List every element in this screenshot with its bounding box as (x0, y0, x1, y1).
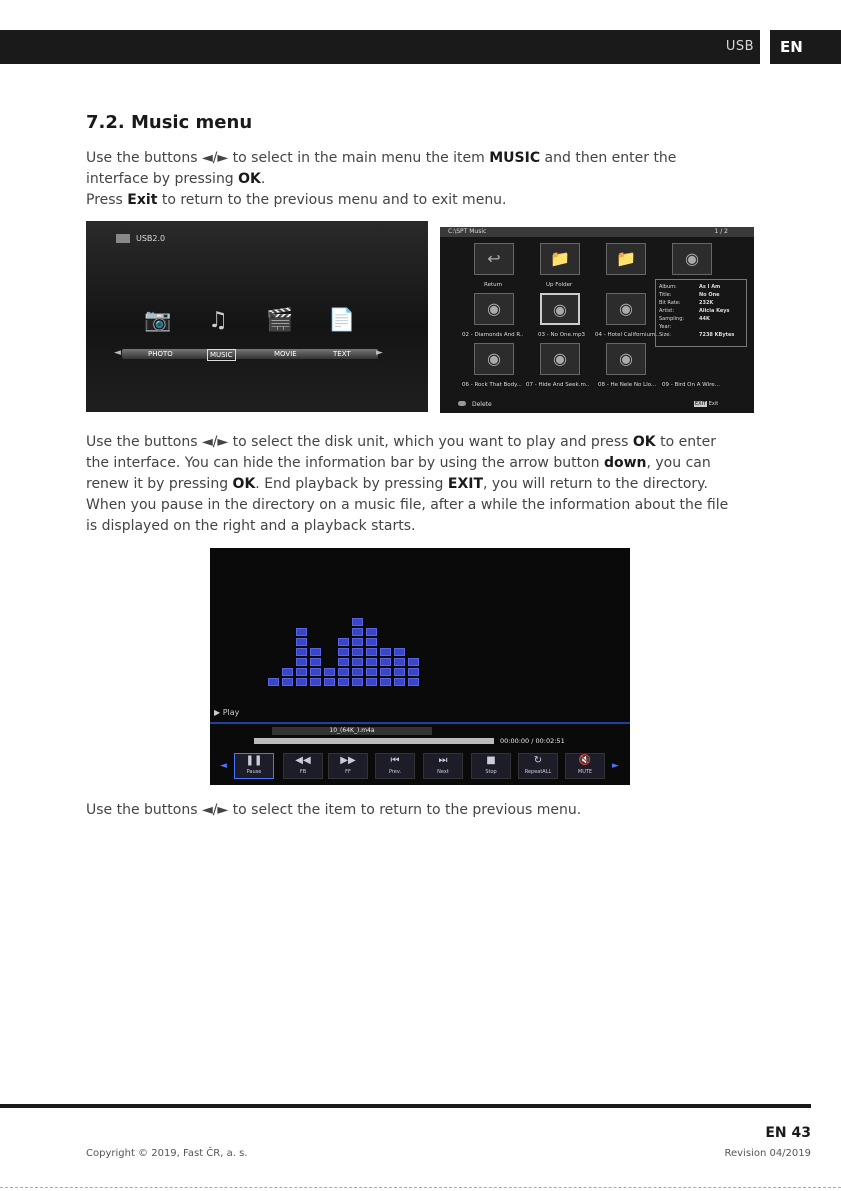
equalizer-bar (296, 628, 307, 636)
cut-line (0, 1187, 841, 1188)
info-row (659, 315, 743, 323)
info-value: 44K (699, 316, 710, 322)
bold-text: down (603, 455, 647, 471)
info-row (659, 331, 743, 339)
exit-label: Exit (708, 401, 719, 407)
equalizer-bar (324, 668, 335, 676)
equalizer-bar (338, 678, 349, 686)
music-file-tile: ◉ (672, 243, 712, 275)
tile-caption: 06 - Rock That Body... (462, 382, 522, 388)
equalizer-bar (310, 658, 321, 666)
equalizer-bar (380, 678, 391, 686)
music-file-tile: ◉ (606, 343, 646, 375)
tile-caption: 02 - Diamonds And R.. (462, 332, 524, 338)
tile-caption: 08 - He Nele No Llo... (598, 382, 657, 388)
next-icon: ⏭ (438, 755, 448, 766)
up-folder-tile: 📁 (540, 243, 580, 275)
stop-button (471, 753, 511, 779)
body-paragraph (86, 432, 738, 537)
header-bar (0, 30, 760, 64)
equalizer-bar (366, 678, 377, 686)
text: , you can renew it by pressing (86, 455, 711, 492)
equalizer-bar (380, 668, 391, 676)
music-icon: ♫ (208, 308, 228, 333)
main-menu-screenshot (86, 221, 428, 412)
music-player-screenshot (210, 548, 630, 785)
equalizer-bar (366, 628, 377, 636)
control-label: Pause (246, 769, 262, 775)
pause-button (234, 753, 274, 779)
info-value: As I Am (699, 284, 721, 290)
mute-button (565, 753, 605, 779)
arrow-left-icon: ◄ (114, 348, 121, 358)
equalizer-bar (380, 658, 391, 666)
next-button (423, 753, 463, 779)
equalizer-bar (352, 668, 363, 676)
page-number: EN 43 (765, 1125, 811, 1141)
delete-hint (458, 401, 492, 408)
file-info-panel (655, 279, 747, 347)
music-file-tile: ◉ (540, 343, 580, 375)
bold-text: OK (232, 476, 256, 492)
divider (210, 722, 630, 724)
equalizer-bar (394, 658, 405, 666)
control-label: FF (345, 769, 351, 775)
text: Press (86, 192, 128, 208)
equalizer-bar (366, 658, 377, 666)
mute-icon: 🔇 (578, 755, 592, 766)
bold-text: OK (238, 171, 261, 187)
music-file-tile: ◉ (606, 293, 646, 325)
browser-header (440, 227, 754, 237)
equalizer-bar (394, 648, 405, 656)
pause-icon: ❚❚ (245, 755, 263, 766)
equalizer-bar (268, 678, 279, 686)
info-value: No One (699, 292, 720, 298)
equalizer-bar (296, 658, 307, 666)
control-label: Prev. (388, 769, 402, 775)
folder-tile: 📁 (606, 243, 646, 275)
section-label: USB (725, 39, 754, 54)
info-key: Album: (659, 284, 677, 290)
menu-item-music: MUSIC (207, 349, 236, 361)
equalizer-bar (282, 678, 293, 686)
file-name: 10_(64K_).m4a (272, 727, 432, 735)
language-tab: EN (770, 30, 841, 64)
equalizer-bar (408, 678, 419, 686)
usb-source (116, 234, 165, 243)
equalizer-bar (352, 678, 363, 686)
info-key: Title: (659, 292, 672, 298)
bold-text: EXIT (447, 476, 483, 492)
info-value: 7238 KBytes (699, 332, 735, 338)
info-row (659, 323, 743, 331)
control-label: Next (437, 769, 449, 775)
menu-item-text: TEXT (333, 350, 351, 358)
menu-item-photo: PHOTO (148, 350, 173, 358)
text: . End playback by pressing (255, 476, 448, 492)
bold-text: OK (632, 434, 656, 450)
stop-icon: ■ (486, 755, 496, 766)
text: , you will return to the directory. When you pause in the directory on a music file, after a while the information about the file is displayed on the right and a playback starts. (86, 476, 729, 534)
control-label: MUTE (577, 769, 593, 775)
usb-icon (116, 234, 130, 243)
equalizer-bar (352, 658, 363, 666)
info-value: 232K (699, 300, 714, 306)
bold-text: Exit (127, 192, 158, 208)
return-tile: ↩ (474, 243, 514, 275)
text: Use the buttons ◄/► to select the disk unit, which you want to play and press (86, 434, 633, 450)
arrow-right-icon: ► (612, 761, 619, 771)
info-row (659, 283, 743, 291)
equalizer-bar (352, 628, 363, 636)
repeat-button (518, 753, 558, 779)
usb-source-label: USB2.0 (136, 234, 166, 243)
tile-caption: Return (484, 282, 503, 288)
text: to enter the interface. You can hide the information bar by using the arrow button (86, 434, 716, 471)
info-row (659, 291, 743, 299)
tile-caption: 07 - Hide And Seek.m.. (526, 382, 590, 388)
revision: Revision 04/2019 (724, 1148, 811, 1159)
info-key: Artist: (659, 308, 675, 314)
info-value: Alicia Keys (699, 308, 730, 314)
arrow-left-icon: ◄ (220, 761, 227, 771)
equalizer-bar (352, 648, 363, 656)
ff-button (328, 753, 368, 779)
equalizer-bar (296, 678, 307, 686)
button-icon (458, 401, 466, 406)
music-file-tile: ◉ (474, 293, 514, 325)
exit-hint (694, 401, 718, 407)
progress-bar (254, 738, 494, 744)
equalizer-bar (310, 648, 321, 656)
equalizer-bar (338, 658, 349, 666)
menu-item-movie: MOVIE (274, 350, 297, 358)
equalizer-bar (296, 648, 307, 656)
arrow-right-icon: ► (376, 348, 383, 358)
bold-text: MUSIC (489, 150, 541, 166)
camera-icon: 📷 (144, 308, 172, 333)
fb-button (283, 753, 323, 779)
equalizer-bar (310, 678, 321, 686)
section-heading: 7.2. Music menu (86, 112, 253, 133)
info-key: Year: (659, 324, 672, 330)
fast-forward-icon: ▶▶ (340, 755, 356, 766)
exit-key-icon: EXIT (695, 401, 707, 407)
equalizer-bar (338, 668, 349, 676)
equalizer-bar (366, 648, 377, 656)
play-status: ▶ Play (214, 708, 240, 717)
equalizer-bar (366, 638, 377, 646)
music-file-tile-selected: ◉ (540, 293, 580, 325)
film-icon: 🎬 (266, 308, 294, 333)
equalizer-bar (338, 638, 349, 646)
equalizer-bar (394, 668, 405, 676)
document-icon: 📄 (328, 308, 356, 333)
info-key: Bit Rate: (659, 300, 681, 306)
control-label: Stop (485, 769, 497, 775)
equalizer-bar (352, 618, 363, 626)
page-counter: 1 / 2 (714, 228, 728, 235)
folder-path: C:\SPT Music (448, 228, 487, 235)
equalizer-bar (324, 678, 335, 686)
equalizer-bar (408, 668, 419, 676)
equalizer-bar (366, 668, 377, 676)
tile-caption: 03 - No One.mp3 (538, 332, 586, 338)
equalizer-bar (310, 668, 321, 676)
equalizer-bar (394, 678, 405, 686)
info-key: Size: (659, 332, 671, 338)
closing-paragraph: Use the buttons ◄/► to select the item to return to the previous menu. (86, 802, 582, 818)
text: Use the buttons ◄/► to select in the main menu the item (86, 150, 490, 166)
rewind-icon: ◀◀ (295, 755, 311, 766)
previous-icon: ⏮ (390, 755, 400, 766)
time-readout: 00:00:00 / 00:02:51 (500, 737, 565, 745)
repeat-icon: ↻ (533, 755, 543, 766)
play-status-label: Play (222, 708, 240, 717)
equalizer-bar (282, 668, 293, 676)
equalizer-bar (408, 658, 419, 666)
info-key: Sampling: (659, 316, 685, 322)
info-row (659, 299, 743, 307)
equalizer-bar (296, 638, 307, 646)
equalizer-bar (352, 638, 363, 646)
text: . (260, 171, 266, 187)
text: and then enter the interface by pressing (86, 150, 677, 187)
intro-paragraph (86, 148, 736, 211)
equalizer-bar (296, 668, 307, 676)
music-file-tile: ◉ (474, 343, 514, 375)
equalizer-bar (338, 648, 349, 656)
control-label: RepeatALL (524, 769, 552, 775)
tile-caption: 09 - Bird On A Wire... (662, 382, 720, 388)
music-browser-screenshot (440, 227, 754, 413)
footer-line (0, 1104, 811, 1108)
copyright: Copyright © 2019, Fast ČR, a. s. (86, 1148, 248, 1159)
control-label: FB (299, 769, 307, 775)
text: to return to the previous menu and to exit menu. (157, 192, 507, 208)
info-row (659, 307, 743, 315)
prev-button (375, 753, 415, 779)
delete-label: Delete (472, 401, 492, 408)
equalizer-bar (380, 648, 391, 656)
tile-caption: 04 - Hotel Californium.. (595, 332, 659, 338)
tile-caption: Up Folder (546, 282, 573, 288)
